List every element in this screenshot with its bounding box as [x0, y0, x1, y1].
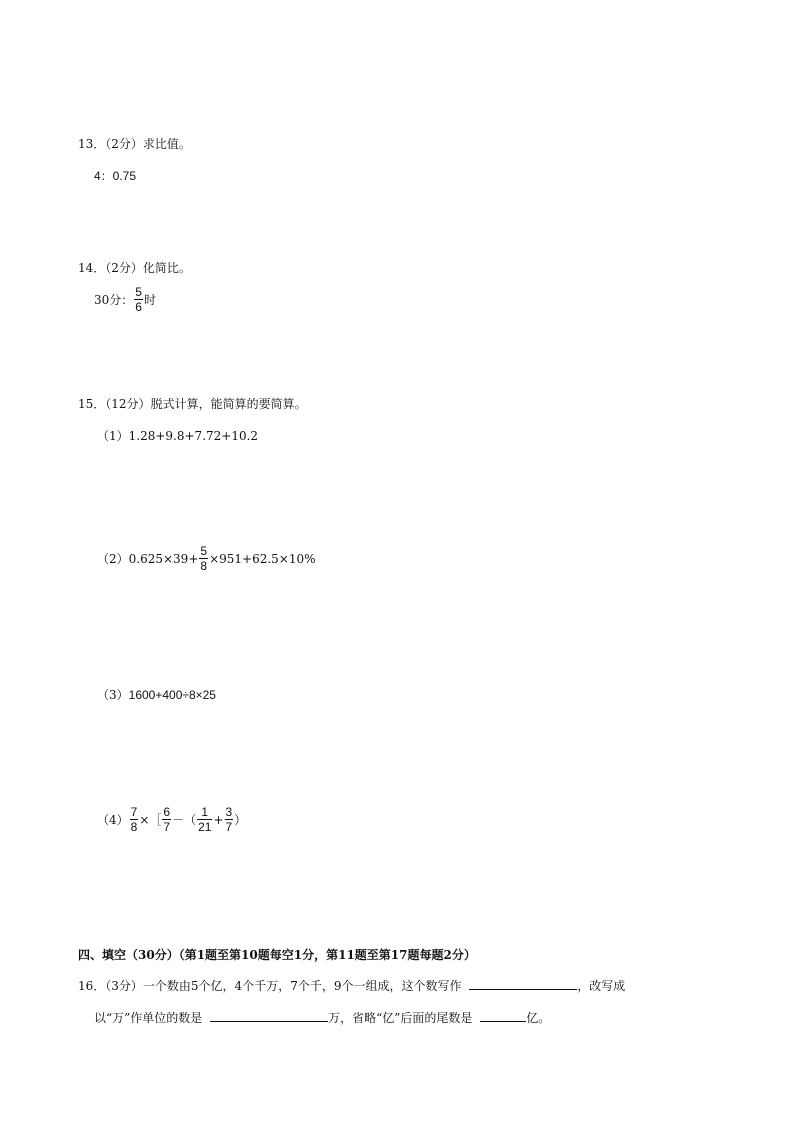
question-number: 16． [78, 979, 106, 993]
question-15-part-2 [97, 545, 316, 572]
fraction-numerator: 7 [130, 805, 138, 819]
operator: ×［ [139, 813, 162, 827]
fraction [162, 806, 171, 833]
answer-blank[interactable] [210, 1009, 328, 1022]
part-expression-a: 0.625×39+ [128, 551, 199, 566]
fraction [130, 806, 139, 833]
fraction-numerator: 5 [200, 544, 208, 558]
question-score: （12分） [105, 397, 151, 411]
part-label: （3） [97, 688, 129, 702]
question-text: 以“万”作单位的数是 [94, 1011, 203, 1025]
question-score: （2分） [105, 261, 143, 275]
answer-blank[interactable] [469, 977, 577, 990]
part-expression: 1.28+9.8+7.72+10.2 [128, 429, 259, 443]
question-text: 亿。 [526, 1011, 551, 1025]
question-text: 万，省略“亿”后面的尾数是 [328, 1011, 473, 1025]
part-label: （2） [97, 552, 129, 566]
section-title: 四、填空（30分） [78, 948, 179, 962]
expr-right: 时 [143, 293, 156, 307]
question-15-header [78, 395, 307, 412]
section-heading [78, 946, 476, 963]
question-16-line-1 [78, 977, 625, 994]
part-expression: 1600+400÷8×25 [128, 688, 216, 702]
operator: + [213, 812, 224, 827]
question-14-header [78, 259, 191, 276]
fraction-numerator: 1 [201, 805, 209, 819]
fraction-denominator: 7 [163, 820, 171, 834]
question-number: 15． [78, 397, 106, 411]
fraction-denominator: 6 [135, 300, 142, 314]
question-number: 14． [78, 261, 106, 275]
operator: －（ [172, 813, 197, 827]
question-13-expression: 4：0.75 [94, 169, 137, 183]
fraction-denominator: 7 [225, 820, 233, 834]
question-text: ，改写成 [577, 979, 626, 993]
part-expression-b: ×951+62.5×10% [209, 551, 316, 566]
question-13-header [78, 135, 191, 152]
fraction-numerator: 3 [225, 805, 233, 819]
question-number: 13． [78, 137, 106, 151]
section-note: （第1题至第10题每空1分，第11题至第17题每题2分） [178, 948, 476, 962]
answer-blank[interactable] [480, 1009, 526, 1022]
fraction-denominator: 8 [130, 820, 138, 834]
question-16-line-2 [94, 1009, 550, 1026]
fraction-denominator: 8 [200, 559, 208, 573]
fraction [199, 545, 208, 572]
question-15-part-3 [97, 686, 216, 703]
fraction [197, 806, 212, 833]
expr-left: 30分： [94, 293, 134, 307]
fraction-numerator: 5 [135, 285, 142, 299]
question-text: 一个数由5个亿，4个千万，7个千，9个一组成，这个数写作 [142, 979, 462, 993]
fraction-numerator: 6 [163, 805, 171, 819]
question-14-expression [94, 286, 156, 313]
question-prompt: 求比值。 [142, 137, 191, 151]
question-15-part-1 [97, 427, 258, 444]
part-label: （4） [97, 813, 129, 827]
fraction [134, 286, 143, 313]
question-15-part-4 [97, 806, 246, 833]
fraction [225, 806, 234, 833]
question-prompt: 化简比。 [142, 261, 191, 275]
question-score: （3分） [105, 979, 143, 993]
operator: ） [234, 813, 247, 827]
question-prompt: 脱式计算，能简算的要简算。 [150, 397, 307, 411]
part-label: （1） [97, 429, 129, 443]
fraction-denominator: 21 [198, 820, 212, 834]
question-score: （2分） [105, 137, 143, 151]
